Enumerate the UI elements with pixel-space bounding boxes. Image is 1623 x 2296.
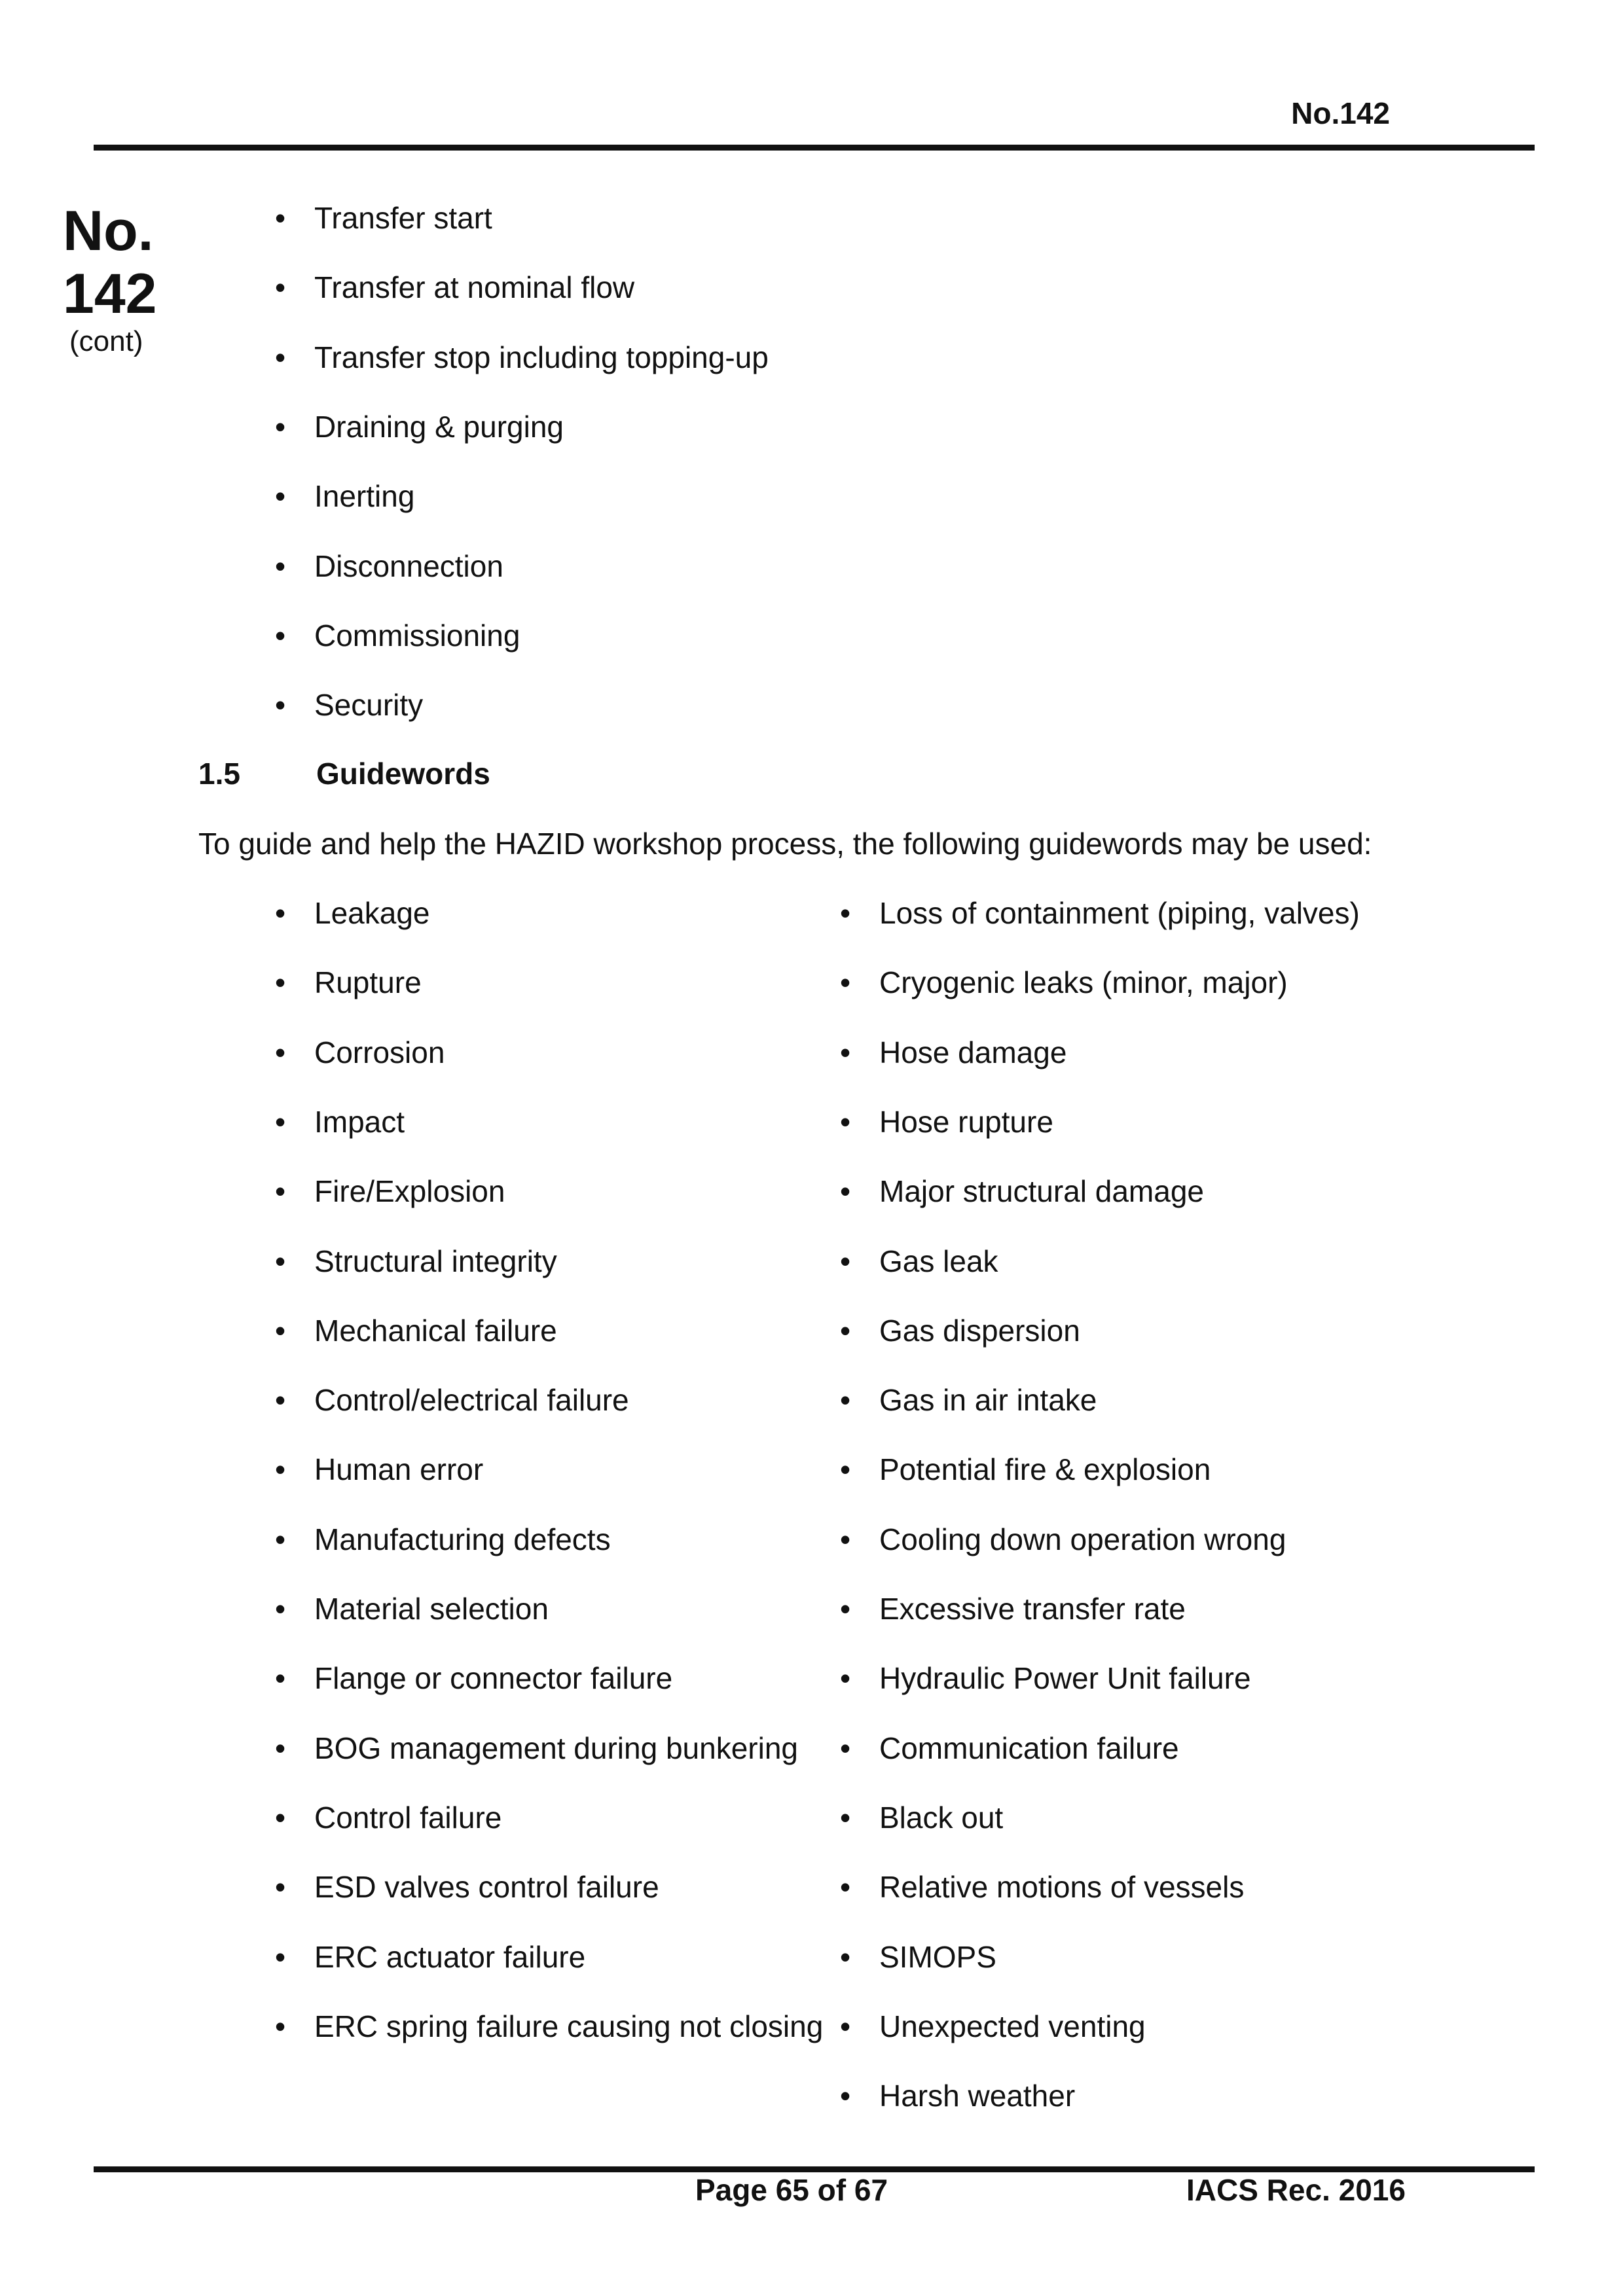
bullet-icon: • [840,1452,851,1486]
bullet-icon: • [840,1940,851,1974]
side-label [63,200,194,358]
bullet-icon: • [840,1522,851,1556]
bullet-icon: • [275,1035,286,1069]
bullet-text: Relative motions of vessels [879,1870,1245,1904]
bullet-text: Gas leak [879,1244,998,1278]
bullet-text: Structural integrity [314,1244,557,1278]
bullet-text: Black out [879,1801,1004,1835]
bullet-text: Fire/Explosion [314,1174,505,1208]
bullet-icon: • [275,965,286,999]
footer-page-number: Page 65 of 67 [695,2173,888,2207]
bullet-icon: • [840,1383,851,1417]
section-title: Guidewords [316,757,490,791]
side-label-number: 142 [63,262,157,325]
bullet-icon: • [275,1801,286,1835]
bullet-icon: • [275,479,286,513]
bullet-icon: • [840,896,851,930]
bullet-icon: • [275,896,286,930]
bullet-text: Control failure [314,1801,502,1835]
bullet-icon: • [275,1174,286,1208]
bullet-text: Security [314,688,424,722]
footer-rule [94,2166,1535,2172]
header-rule [94,145,1535,151]
bullet-icon: • [840,2079,851,2113]
bullet-text: Transfer stop including topping-up [314,340,769,374]
bullet-icon: • [275,1244,286,1278]
bullet-icon: • [840,1801,851,1835]
bullet-icon: • [840,1870,851,1904]
bullet-text: Control/electrical failure [314,1383,629,1417]
bullet-icon: • [840,2009,851,2043]
bullet-text: Inerting [314,479,415,513]
bullet-icon: • [840,1314,851,1348]
bullet-icon: • [275,340,286,374]
intro-paragraph: To guide and help the HAZID workshop process, the following guidewords may be used: [198,827,1372,861]
section-number: 1.5 [198,757,240,791]
bullet-icon: • [840,1244,851,1278]
bullet-icon: • [275,1522,286,1556]
bullet-text: Human error [314,1452,484,1486]
bullet-icon: • [275,1940,286,1974]
bullet-icon: • [275,1314,286,1348]
bullet-text: Gas in air intake [879,1383,1097,1417]
footer-recommendation: IACS Rec. 2016 [1186,2173,1406,2207]
bullet-text: Flange or connector failure [314,1661,673,1695]
bullet-text: ERC spring failure causing not closing [314,2009,824,2043]
bullet-text: Disconnection [314,549,503,583]
bullet-icon: • [840,965,851,999]
bullet-text: Loss of containment (piping, valves) [879,896,1360,930]
bullet-icon: • [275,2009,286,2043]
bullet-text: Major structural damage [879,1174,1204,1208]
bullet-text: Rupture [314,965,422,999]
bullet-icon: • [275,688,286,722]
bullet-icon: • [275,619,286,653]
bullet-icon: • [275,270,286,304]
header-number: No.142 [1291,96,1390,130]
bullet-text: Gas dispersion [879,1314,1080,1348]
side-label-no: No. [63,200,154,262]
bullet-text: Unexpected venting [879,2009,1146,2043]
bullet-text: BOG management during bunkering [314,1731,798,1765]
bullet-text: Commissioning [314,619,520,653]
bullet-icon: • [275,1383,286,1417]
bullet-icon: • [840,1731,851,1765]
bullet-text: Harsh weather [879,2079,1076,2113]
bullet-text: Impact [314,1105,405,1139]
bullet-text: Hose damage [879,1035,1067,1069]
bullet-icon: • [275,201,286,235]
bullet-text: Corrosion [314,1035,445,1069]
bullet-text: Cryogenic leaks (minor, major) [879,965,1288,999]
bullet-icon: • [275,410,286,444]
bullet-text: Manufacturing defects [314,1522,611,1556]
bullet-icon: • [275,549,286,583]
bullet-icon: • [275,1731,286,1765]
bullet-text: Material selection [314,1592,549,1626]
bullet-text: Draining & purging [314,410,564,444]
bullet-icon: • [840,1105,851,1139]
bullet-icon: • [275,1661,286,1695]
bullet-text: Transfer at nominal flow [314,270,635,304]
bullet-icon: • [275,1592,286,1626]
bullet-icon: • [275,1452,286,1486]
bullet-icon: • [275,1105,286,1139]
bullet-icon: • [840,1174,851,1208]
bullet-text: Hose rupture [879,1105,1053,1139]
bullet-icon: • [840,1592,851,1626]
bullet-text: ESD valves control failure [314,1870,659,1904]
bullet-text: Cooling down operation wrong [879,1522,1286,1556]
bullet-text: Leakage [314,896,430,930]
bullet-icon: • [275,1870,286,1904]
bullet-text: Transfer start [314,201,492,235]
bullet-text: Potential fire & explosion [879,1452,1211,1486]
bullet-text: Communication failure [879,1731,1179,1765]
bullet-text: Excessive transfer rate [879,1592,1186,1626]
bullet-icon: • [840,1661,851,1695]
bullet-text: SIMOPS [879,1940,996,1974]
side-label-cont: (cont) [69,325,143,357]
bullet-icon: • [840,1035,851,1069]
bullet-text: ERC actuator failure [314,1940,586,1974]
bullet-text: Hydraulic Power Unit failure [879,1661,1251,1695]
bullet-text: Mechanical failure [314,1314,557,1348]
